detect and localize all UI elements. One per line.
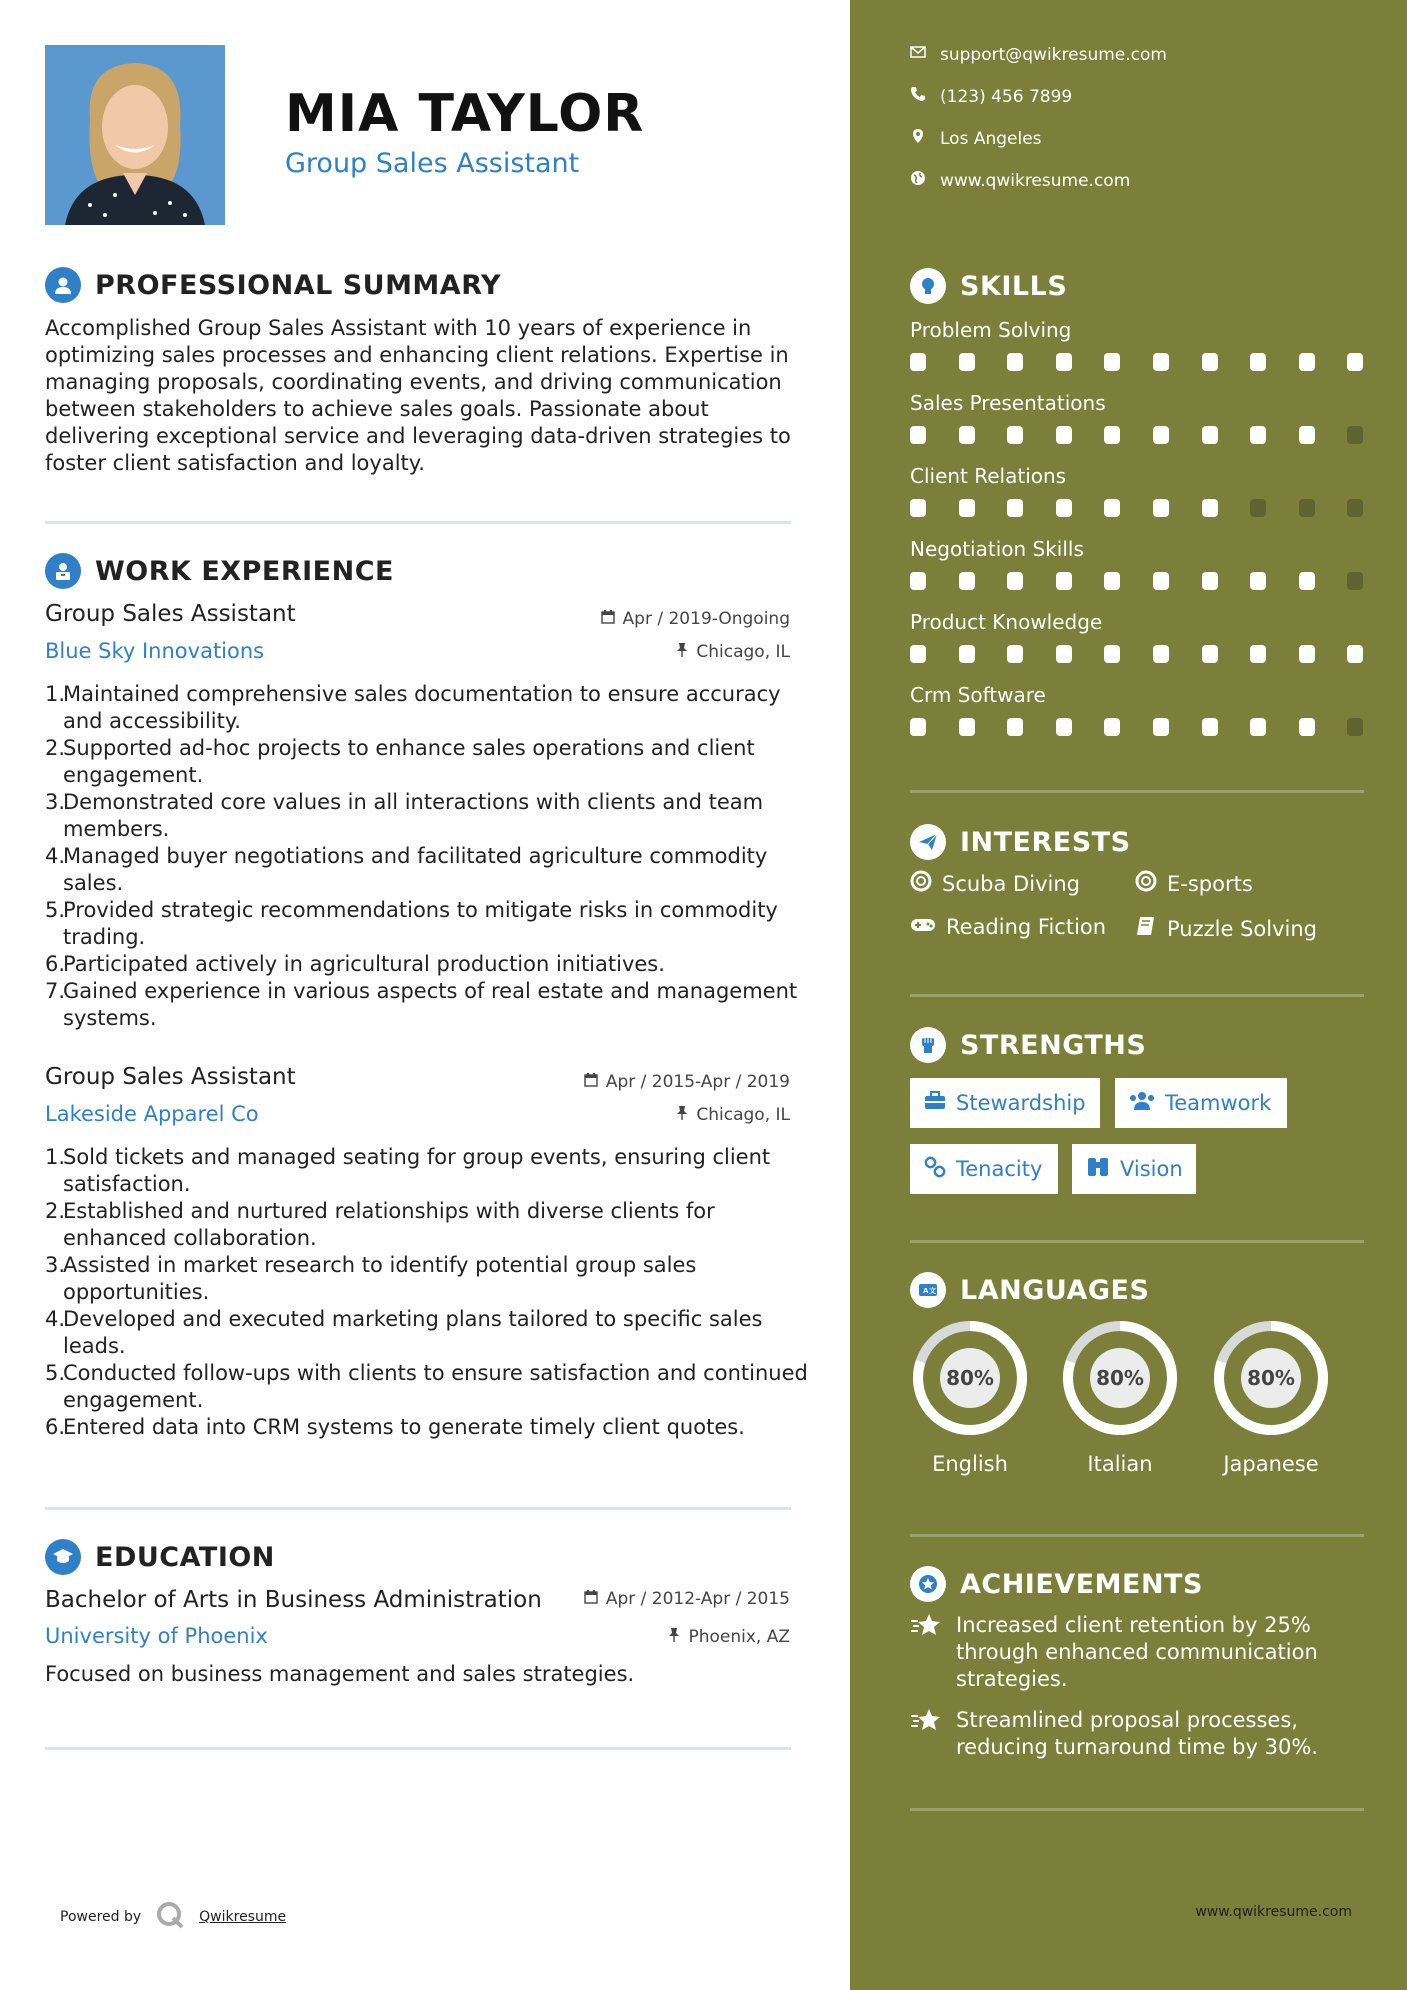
- rating-dot: [1104, 645, 1120, 663]
- language-ring: [908, 1316, 1032, 1440]
- rating-dot: [1250, 645, 1266, 663]
- contact-email-text: support@qwikresume.com: [940, 44, 1167, 65]
- contact-website-text: www.qwikresume.com: [940, 170, 1131, 191]
- rating-dot: [1007, 426, 1023, 444]
- interest-item: [910, 870, 1080, 897]
- rating-dot: [1153, 572, 1169, 590]
- rating-dot: [1202, 353, 1218, 371]
- list-item: 6. Entered data into CRM systems to generate timely client quotes.: [45, 1415, 745, 1439]
- list-item: 1. Maintained comprehensive sales documentation to ensure accuracy and accessibility.: [45, 682, 781, 733]
- language-percent: 80%: [946, 1366, 994, 1390]
- contact-location: [910, 128, 1042, 149]
- language-name: English: [932, 1452, 1008, 1476]
- rating-dot: [1202, 645, 1218, 663]
- rating-dot: [910, 426, 926, 444]
- rating-dot: [1153, 718, 1169, 736]
- powered-by: [60, 1900, 286, 1934]
- interest-item: [1135, 870, 1253, 897]
- rating-dot: [1347, 499, 1363, 517]
- list-item: 6. Participated actively in agricultural production initiatives.: [45, 952, 665, 976]
- summary-text: Accomplished Group Sales Assistant with 10 years of experience in optimizing sales processes and enhancing client relations. Expertise in managing proposals, coordinating events, and driving communication between stakeholders to achieve sales goals. Passionate about delivering exceptional service and leveraging data-driven strategies to foster client satisfaction and loyalty.: [45, 316, 791, 475]
- strength-badge: [1072, 1144, 1196, 1194]
- candidate-title: Group Sales Assistant: [285, 148, 580, 179]
- education-location-text: Phoenix, AZ: [688, 1627, 790, 1647]
- education-location: [668, 1627, 790, 1647]
- star-icon: [910, 1612, 942, 1693]
- rating-dot: [959, 499, 975, 517]
- divider: [45, 1747, 791, 1750]
- strength-badge: [910, 1144, 1058, 1194]
- divider: [45, 521, 791, 524]
- footer-website[interactable]: www.qwikresume.com: [1195, 1904, 1352, 1920]
- life-ring-icon: [910, 870, 932, 897]
- job-title: Group Sales Assistant: [45, 601, 296, 627]
- skill-name: Sales Presentations: [910, 391, 1106, 415]
- contact-email[interactable]: [910, 44, 1167, 65]
- rating-dot: [1056, 426, 1072, 444]
- rating-dot: [1056, 572, 1072, 590]
- rating-dot: [1007, 353, 1023, 371]
- paper-plane-icon: [910, 824, 946, 860]
- rating-dot: [1056, 718, 1072, 736]
- rating-dot: [910, 353, 926, 371]
- gamepad-icon: [910, 915, 936, 939]
- job-date: [584, 1072, 790, 1092]
- rating-dot: [910, 645, 926, 663]
- job-location: [676, 642, 790, 662]
- rating-dot: [1250, 572, 1266, 590]
- job-date: [601, 609, 790, 629]
- rating-dot: [959, 572, 975, 590]
- rating-dot: [1007, 645, 1023, 663]
- rating-dot: [1202, 499, 1218, 517]
- powered-by-label: Powered by: [60, 1909, 142, 1925]
- job-location: [676, 1105, 790, 1125]
- rating-dot: [1056, 499, 1072, 517]
- rating-dot: [1007, 572, 1023, 590]
- rating-dot: [1299, 499, 1315, 517]
- rating-dot: [1153, 645, 1169, 663]
- education-heading: [45, 1539, 275, 1575]
- pin-icon: [676, 1105, 688, 1125]
- link-icon: [924, 1156, 946, 1183]
- divider: [910, 1240, 1364, 1243]
- svg-text:A: A: [923, 1287, 929, 1295]
- achievement-text: Increased client retention by 25% through enhanced communication strategies.: [956, 1613, 1318, 1691]
- rating-dot: [1007, 499, 1023, 517]
- list-item: 2. Supported ad-hoc projects to enhance sales operations and client engagement.: [45, 736, 755, 787]
- strength-badge: [1115, 1078, 1287, 1128]
- job-company: Blue Sky Innovations: [45, 639, 265, 663]
- strengths-heading: [910, 1027, 1146, 1063]
- language-percent: 80%: [1247, 1366, 1295, 1390]
- degree-title: Bachelor of Arts in Business Administration: [45, 1587, 542, 1613]
- divider: [910, 994, 1364, 997]
- skill-name: Client Relations: [910, 464, 1067, 488]
- rating-dot: [959, 426, 975, 444]
- life-ring-icon: [1135, 870, 1157, 897]
- rating-dot: [910, 572, 926, 590]
- rating-dot: [910, 718, 926, 736]
- list-item: 3. Demonstrated core values in all interactions with clients and team members.: [45, 790, 764, 841]
- rating-dot: [1056, 353, 1072, 371]
- calendar-icon: [584, 1589, 598, 1609]
- rating-dot: [1347, 353, 1363, 371]
- profile-photo: [45, 45, 225, 225]
- skill-rating: [910, 499, 1364, 517]
- interest-label: E-sports: [1167, 871, 1253, 896]
- skill-rating: [910, 426, 1364, 444]
- skill-rating: [910, 572, 1364, 590]
- interest-item: [1135, 915, 1317, 942]
- rating-dot: [1202, 572, 1218, 590]
- fist-icon: [910, 1027, 946, 1063]
- interest-label: Scuba Diving: [942, 871, 1080, 896]
- experience-heading: [45, 553, 394, 589]
- list-item: 4. Managed buyer negotiations and facilitated agriculture commodity sales.: [45, 844, 768, 895]
- rating-dot: [1104, 718, 1120, 736]
- education-description: Focused on business management and sales strategies.: [45, 1662, 635, 1686]
- list-item: 2. Established and nurtured relationships with diverse clients for enhanced collaboration.: [45, 1199, 715, 1250]
- divider: [910, 1534, 1364, 1537]
- job-company: Lakeside Apparel Co: [45, 1102, 259, 1126]
- rating-dot: [1250, 353, 1266, 371]
- rating-dot: [1347, 572, 1363, 590]
- rating-dot: [1299, 572, 1315, 590]
- strength-label: Stewardship: [956, 1091, 1086, 1115]
- achievement-item: [910, 1707, 1360, 1761]
- school-name: University of Phoenix: [45, 1624, 268, 1648]
- language-percent: 80%: [1096, 1366, 1144, 1390]
- rating-dot: [1056, 645, 1072, 663]
- summary-heading: [45, 267, 501, 303]
- rating-dot: [1347, 718, 1363, 736]
- briefcase-icon: [924, 1091, 946, 1116]
- achievement-item: [910, 1612, 1360, 1693]
- language-icon: [910, 1272, 946, 1308]
- rating-dot: [959, 645, 975, 663]
- phone-icon: [910, 86, 926, 107]
- rating-dot: [959, 718, 975, 736]
- list-item: 5. Conducted follow-ups with clients to ensure satisfaction and continued engagement.: [45, 1361, 808, 1412]
- pin-icon: [676, 642, 688, 662]
- divider: [910, 1808, 1364, 1811]
- brand-link[interactable]: Qwikresume: [199, 1909, 287, 1925]
- list-item: 1. Sold tickets and managed seating for group events, ensuring client satisfaction.: [45, 1145, 771, 1196]
- interest-label: Reading Fiction: [946, 915, 1107, 939]
- rating-dot: [1250, 718, 1266, 736]
- job-duties: [45, 1144, 813, 1441]
- rating-dot: [1299, 353, 1315, 371]
- job-duties: [45, 681, 813, 1032]
- contact-phone-text: (123) 456 7899: [940, 86, 1073, 107]
- contact-website[interactable]: [910, 170, 1130, 191]
- skill-name: Crm Software: [910, 683, 1046, 707]
- skills-heading: [910, 268, 1067, 304]
- rating-dot: [1347, 426, 1363, 444]
- language-name: Italian: [1087, 1452, 1153, 1476]
- users-icon: [1129, 1091, 1155, 1116]
- list-item: 3. Assisted in market research to identify potential group sales opportunities.: [45, 1253, 697, 1304]
- candidate-name: MIA TAYLOR: [285, 84, 645, 144]
- rating-dot: [1007, 718, 1023, 736]
- rating-dot: [959, 353, 975, 371]
- summary-heading-label: PROFESSIONAL SUMMARY: [95, 269, 502, 301]
- job-location-text: Chicago, IL: [696, 1105, 790, 1125]
- language-ring: [1209, 1316, 1333, 1440]
- rating-dot: [1202, 718, 1218, 736]
- calendar-icon: [601, 609, 615, 629]
- achievements-heading: [910, 1566, 1203, 1602]
- strength-label: Tenacity: [956, 1157, 1043, 1181]
- map-marker-icon: [910, 128, 926, 149]
- rating-dot: [1153, 499, 1169, 517]
- skill-name: Problem Solving: [910, 318, 1072, 342]
- rating-dot: [1299, 645, 1315, 663]
- rating-dot: [1104, 572, 1120, 590]
- interests-heading: [910, 824, 1131, 860]
- rating-dot: [910, 499, 926, 517]
- skills-heading-label: SKILLS: [960, 270, 1068, 302]
- education-date-text: Apr / 2012-Apr / 2015: [605, 1589, 790, 1609]
- rating-dot: [1250, 499, 1266, 517]
- interests-heading-label: INTERESTS: [960, 826, 1131, 858]
- rating-dot: [1153, 353, 1169, 371]
- strength-label: Vision: [1120, 1157, 1183, 1181]
- rating-dot: [1299, 426, 1315, 444]
- pin-icon: [668, 1627, 680, 1647]
- book-icon: [1135, 915, 1157, 942]
- achievements-heading-label: ACHIEVEMENTS: [960, 1568, 1203, 1600]
- job-date-text: Apr / 2019-Ongoing: [622, 609, 790, 629]
- list-item: 5. Provided strategic recommendations to mitigate risks in commodity trading.: [45, 898, 778, 949]
- job-title: Group Sales Assistant: [45, 1064, 296, 1090]
- list-item: 7. Gained experience in various aspects of real estate and management systems.: [45, 979, 798, 1030]
- languages-heading-label: LANGUAGES: [960, 1274, 1150, 1306]
- rating-dot: [1153, 426, 1169, 444]
- strengths-heading-label: STRENGTHS: [960, 1029, 1147, 1061]
- job-location-text: Chicago, IL: [696, 642, 790, 662]
- svg-text:文: 文: [929, 1287, 937, 1295]
- education-heading-label: EDUCATION: [95, 1541, 275, 1573]
- rating-dot: [1104, 426, 1120, 444]
- profile-photo-image: [45, 45, 225, 225]
- star-icon: [910, 1707, 942, 1761]
- qwikresume-logo-icon: [155, 1900, 185, 1934]
- skill-rating: [910, 353, 1364, 371]
- list-item: 4. Developed and executed marketing plans tailored to specific sales leads.: [45, 1307, 763, 1358]
- interest-item: [910, 915, 1106, 939]
- contact-phone[interactable]: [910, 86, 1072, 107]
- languages-heading: [910, 1272, 1149, 1308]
- skill-name: Product Knowledge: [910, 610, 1103, 634]
- rating-dot: [1202, 426, 1218, 444]
- rating-dot: [1299, 718, 1315, 736]
- globe-icon: [910, 170, 926, 191]
- binoculars-icon: [1086, 1156, 1110, 1183]
- language-name: Japanese: [1223, 1452, 1319, 1476]
- rating-dot: [1104, 353, 1120, 371]
- briefcase-user-icon: [45, 553, 81, 589]
- language-ring: [1058, 1316, 1182, 1440]
- divider: [45, 1507, 791, 1510]
- contact-location-text: Los Angeles: [940, 128, 1042, 149]
- skill-rating: [910, 718, 1364, 736]
- job-date-text: Apr / 2015-Apr / 2019: [605, 1072, 790, 1092]
- user-icon: [45, 267, 81, 303]
- rating-dot: [1250, 426, 1266, 444]
- education-date: [584, 1589, 790, 1609]
- lightbulb-icon: [910, 268, 946, 304]
- achievement-text: Streamlined proposal processes, reducing turnaround time by 30%.: [956, 1708, 1318, 1759]
- strength-label: Teamwork: [1165, 1091, 1272, 1115]
- strength-badge: [910, 1078, 1100, 1128]
- skill-name: Negotiation Skills: [910, 537, 1084, 561]
- envelope-icon: [910, 44, 926, 65]
- skill-rating: [910, 645, 1364, 663]
- rating-dot: [1104, 499, 1120, 517]
- calendar-icon: [584, 1072, 598, 1092]
- rating-dot: [1347, 645, 1363, 663]
- divider: [910, 790, 1364, 793]
- interest-label: Puzzle Solving: [1167, 916, 1317, 941]
- graduation-cap-icon: [45, 1539, 81, 1575]
- star-badge-icon: [910, 1566, 946, 1602]
- experience-heading-label: WORK EXPERIENCE: [95, 555, 394, 587]
